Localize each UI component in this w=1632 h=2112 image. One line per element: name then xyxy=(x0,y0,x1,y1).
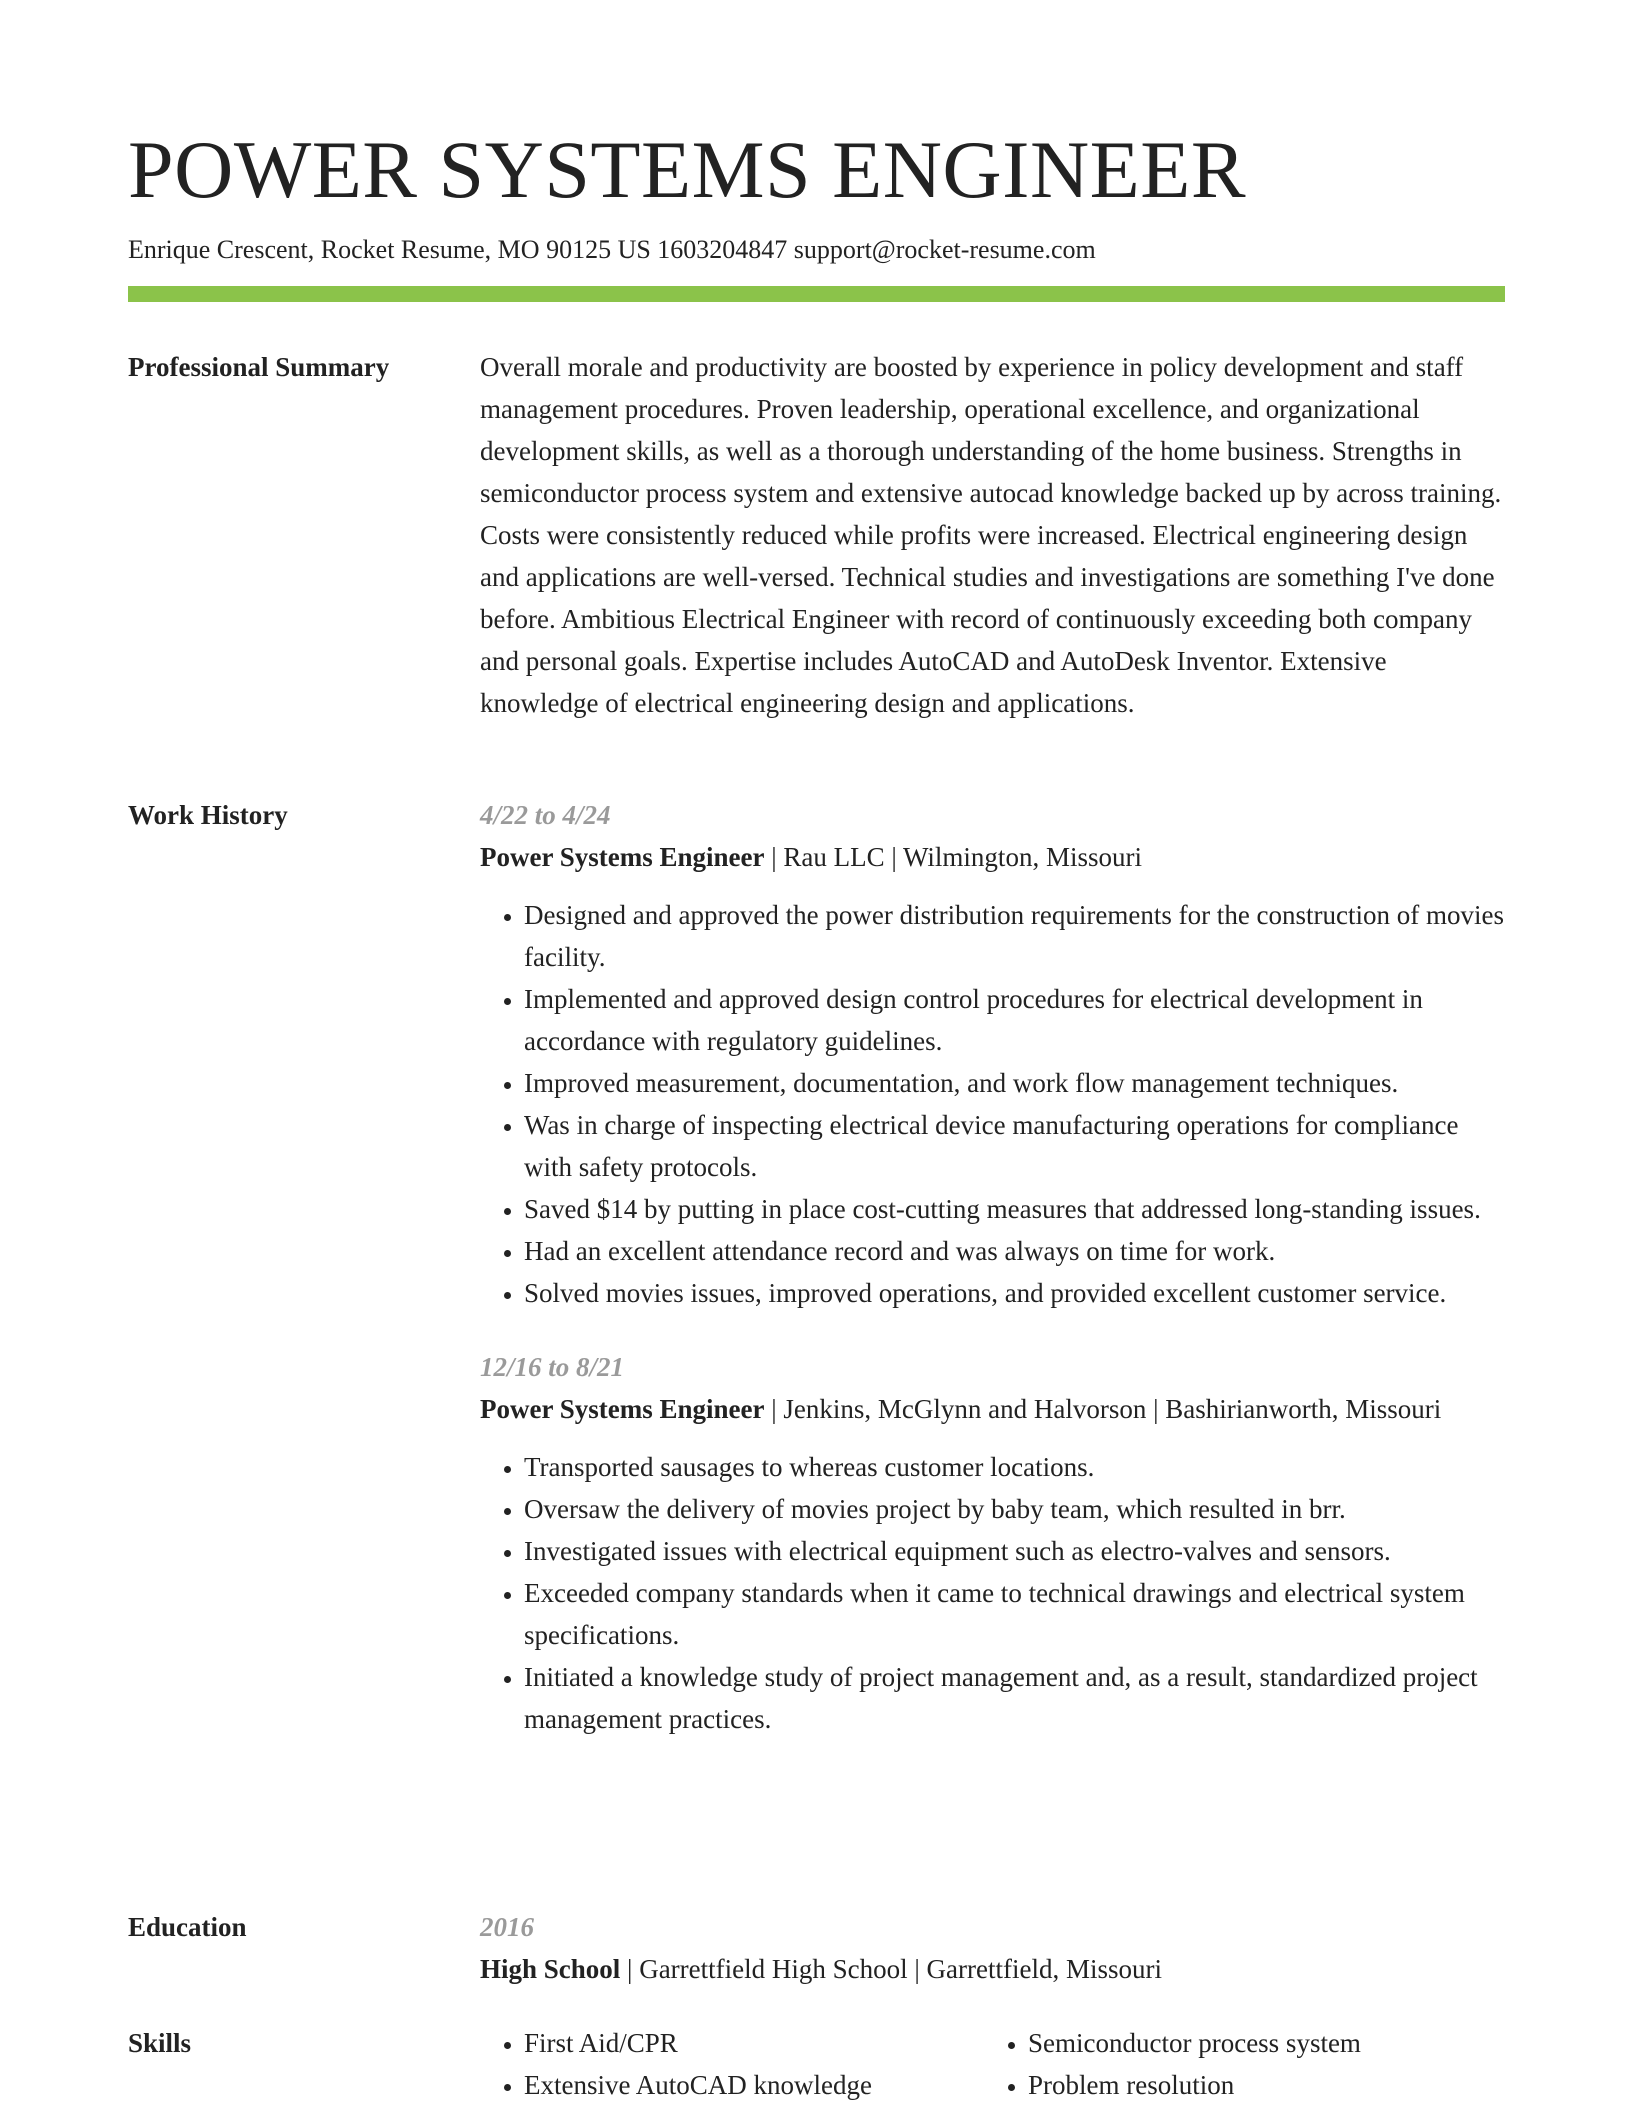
education-heading: Education xyxy=(128,1912,247,1942)
skills-column-2 xyxy=(984,2022,1488,2106)
education-degree: High School xyxy=(480,1954,621,1984)
job-title-line xyxy=(480,836,1505,878)
job-bullet: • Oversaw the delivery of movies project by baby team, which resulted in brr. xyxy=(524,1488,1505,1530)
job-bullet: • Investigated issues with electrical equipment such as electro-valves and sensors. xyxy=(524,1530,1505,1572)
job-bullet: • Designed and approved the power distribution requirements for the construction of movies facility. xyxy=(524,894,1505,978)
job-dates: 12/16 to 8/21 xyxy=(480,1352,625,1382)
job-bullet: • Initiated a knowledge study of project management and, as a result, standardized project management practices. xyxy=(524,1656,1505,1740)
job-role: Power Systems Engineer xyxy=(480,1394,765,1424)
resume-title: POWER SYSTEMS ENGINEER xyxy=(128,124,1247,215)
skill-item: • Extensive AutoCAD knowledge xyxy=(524,2064,984,2106)
job-bullets xyxy=(480,894,1505,1314)
job-bullet: • Saved $14 by putting in place cost-cutting measures that addressed long-standing issues. xyxy=(524,1188,1505,1230)
job-bullet: • Exceeded company standards when it came to technical drawings and electrical system specifications. xyxy=(524,1572,1505,1656)
job-bullet: • Was in charge of inspecting electrical device manufacturing operations for compliance with safety protocols. xyxy=(524,1104,1505,1188)
skills-body xyxy=(480,2022,1505,2106)
education-body xyxy=(480,1906,1505,1990)
summary-body xyxy=(480,346,1505,724)
job-bullet: • Solved movies issues, improved operations, and provided excellent customer service. xyxy=(524,1272,1505,1314)
job-bullet: • Transported sausages to whereas customer locations. xyxy=(524,1446,1505,1488)
job-bullet: • Improved measurement, documentation, and work flow management techniques. xyxy=(524,1062,1505,1104)
education-line xyxy=(480,1948,1505,1990)
job-entry xyxy=(480,1346,1505,1740)
work-history-body xyxy=(480,794,1505,1740)
skills-heading: Skills xyxy=(128,2028,192,2058)
job-role: Power Systems Engineer xyxy=(480,842,765,872)
education-year: 2016 xyxy=(480,1912,534,1942)
job-bullets xyxy=(480,1446,1505,1740)
header-divider xyxy=(128,286,1505,302)
job-employer: | Rau LLC | Wilmington, Missouri xyxy=(764,842,1142,872)
job-title-line xyxy=(480,1388,1505,1430)
skill-item: • Semiconductor process system xyxy=(1028,2022,1488,2064)
job-employer: | Jenkins, McGlynn and Halvorson | Bashirianworth, Missouri xyxy=(764,1394,1442,1424)
job-bullet: • Implemented and approved design control procedures for electrical development in accordance with regulatory guidelines. xyxy=(524,978,1505,1062)
job-entry xyxy=(480,794,1505,1314)
summary-text: Overall morale and productivity are boosted by experience in policy development and staff management procedures. Proven leadership, operational excellence, and organizational development skills, as well as a thorough understanding of the home business. Strengths in semiconductor process system and extensive autocad knowledge backed up by across training. Costs were consistently reduced while profits were increased. Electrical engineering design and applications are well-versed. Technical studies and investigations are something I've done before. Ambitious Electrical Engineer with record of continuously exceeding both company and personal goals. Expertise includes AutoCAD and AutoDesk Inventor. Extensive knowledge of electrical engineering design and applications. xyxy=(480,352,1502,718)
skill-item: • Problem resolution xyxy=(1028,2064,1488,2106)
contact-line: Enrique Crescent, Rocket Resume, MO 90125 US 1603204847 support@rocket-resume.com xyxy=(128,235,1096,264)
skills-column-1 xyxy=(480,2022,984,2106)
summary-heading: Professional Summary xyxy=(128,352,390,382)
skill-item: • First Aid/CPR xyxy=(524,2022,984,2064)
work-history-heading: Work History xyxy=(128,800,288,830)
education-school: | Garrettfield High School | Garrettfield, Missouri xyxy=(620,1954,1162,1984)
job-bullet: • Had an excellent attendance record and was always on time for work. xyxy=(524,1230,1505,1272)
job-dates: 4/22 to 4/24 xyxy=(480,800,611,830)
